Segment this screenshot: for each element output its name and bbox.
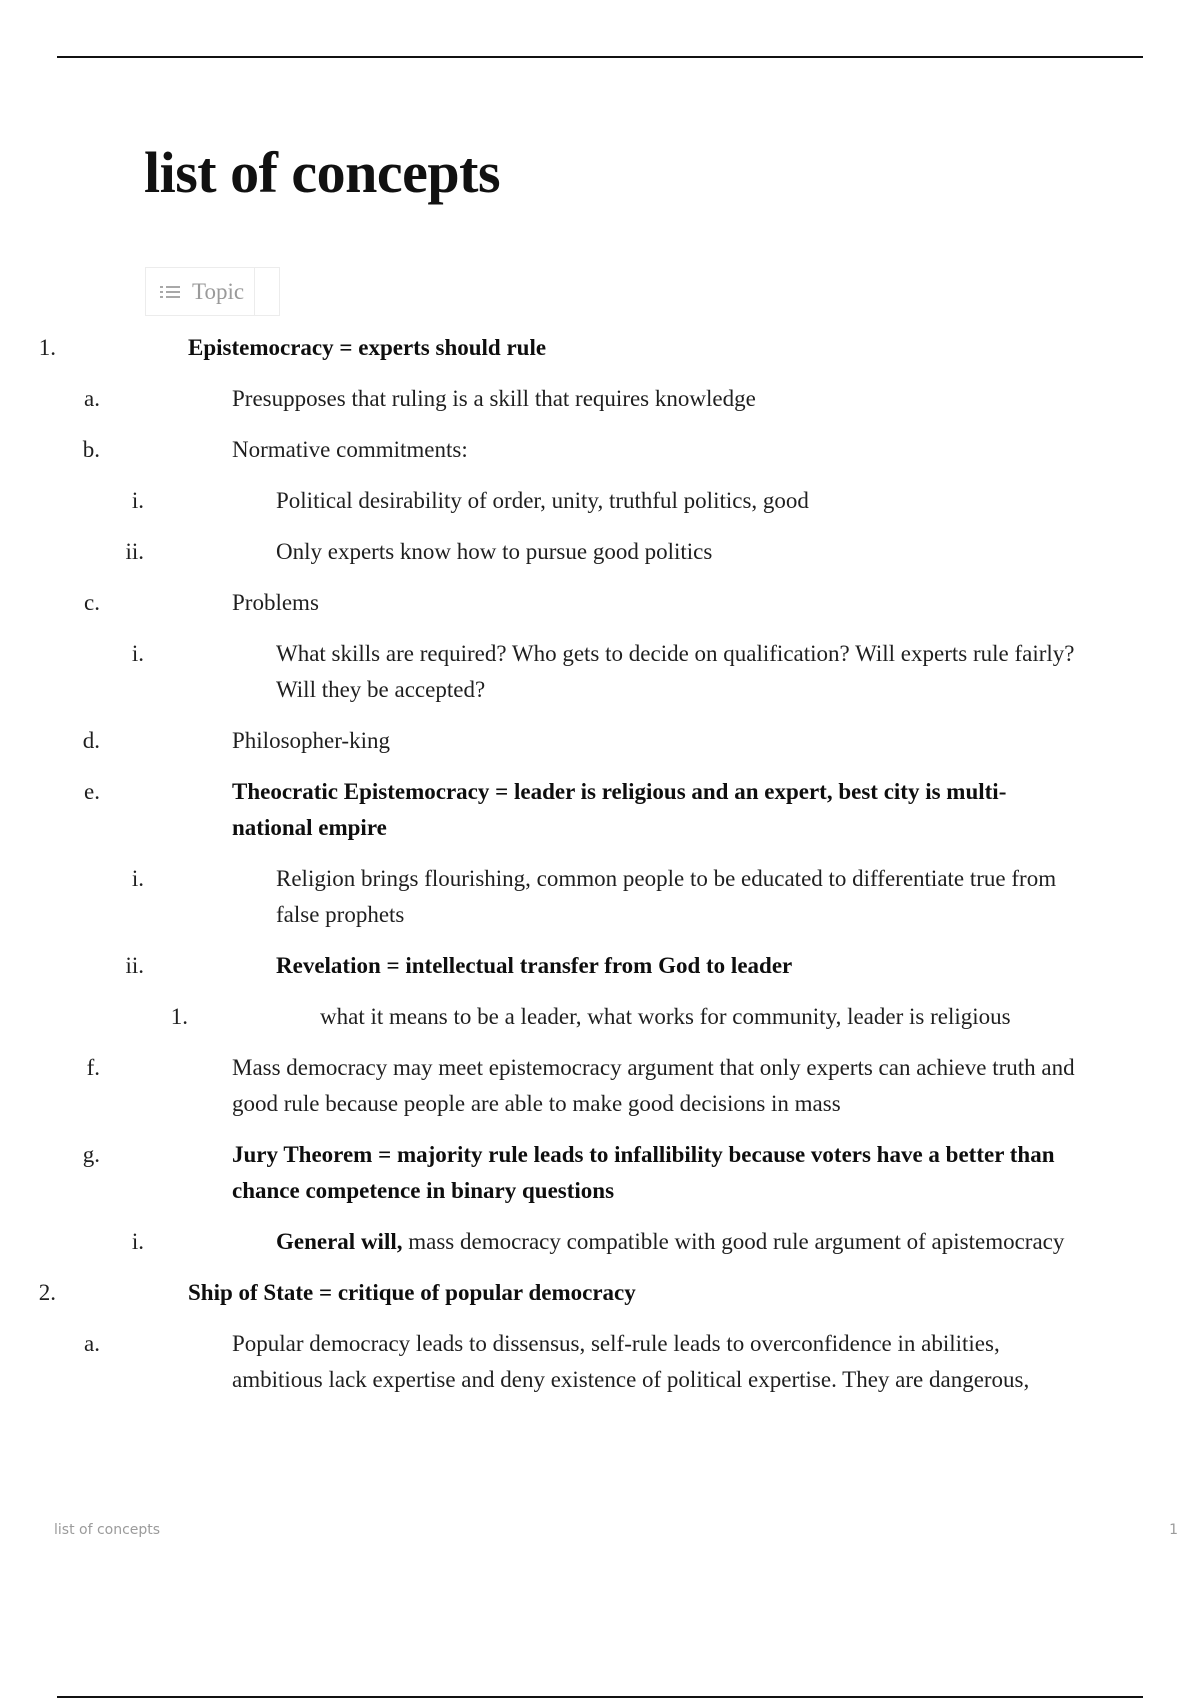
list-item [0, 861, 1080, 933]
list-marker: c. [84, 590, 100, 615]
list-item [0, 381, 1080, 417]
list-item-text [320, 999, 1080, 1035]
bold-text: Theocratic Epistemocracy = leader is religious and an expert, best city is multi-national empire [232, 779, 1007, 840]
list-marker: a. [84, 386, 100, 411]
list-marker: 1. [38, 335, 56, 360]
list-item [0, 1137, 1080, 1209]
topic-property-value[interactable] [255, 267, 280, 316]
body-text: Normative commitments: [232, 437, 468, 462]
list-item [0, 948, 1080, 984]
list-item-text [276, 534, 1080, 570]
list-item [0, 585, 1080, 621]
list-item-text [276, 1224, 1080, 1260]
list-marker: i. [131, 866, 144, 891]
list-item [0, 1275, 1080, 1311]
list-item [0, 483, 1080, 519]
list-item [0, 1050, 1080, 1122]
bold-text: Ship of State = critique of popular democracy [188, 1280, 636, 1305]
bold-text: Jury Theorem = majority rule leads to infallibility because voters have a better than chance competence in binary questions [232, 1142, 1055, 1203]
topic-label: Topic [192, 278, 245, 304]
topic-property[interactable] [145, 267, 280, 316]
bold-text: Revelation = intellectual transfer from God to leader [276, 953, 793, 978]
topic-property-label[interactable] [145, 267, 255, 316]
list-item-text [232, 432, 1080, 468]
bold-text: Epistemocracy = experts should rule [188, 335, 547, 360]
list-marker: d. [82, 728, 100, 753]
footer-title: list of concepts [54, 1522, 161, 1538]
body-text: mass democracy compatible with good rule argument of apistemocracy [402, 1229, 1065, 1254]
page-title: list of concepts [144, 140, 501, 205]
list-item [0, 330, 1080, 366]
list-item [0, 636, 1080, 708]
page-number: 1 [1169, 1522, 1178, 1538]
bold-text: General will, [276, 1229, 403, 1254]
list-item-text [232, 1326, 1080, 1398]
list-item-text [232, 1137, 1080, 1209]
list-item-text [232, 723, 1080, 759]
list-marker: ii. [125, 953, 144, 978]
body-text: Only experts know how to pursue good politics [276, 539, 713, 564]
list-item-text [276, 483, 1080, 519]
body-text: What skills are required? Who gets to decide on qualification? Will experts rule fairly? Will they be accepted? [276, 641, 1075, 702]
list-item [0, 774, 1080, 846]
list-item-text [232, 585, 1080, 621]
body-text: Problems [232, 590, 319, 615]
bottom-rule [57, 1696, 1143, 1698]
list-item-text [232, 381, 1080, 417]
list-item-text [276, 861, 1080, 933]
body-text: Philosopher-king [232, 728, 390, 753]
list-marker: e. [84, 779, 100, 804]
list-marker: 2. [38, 1280, 56, 1305]
outline [0, 330, 1200, 1413]
list-marker: g. [82, 1142, 100, 1167]
list-item-text [232, 774, 1080, 846]
list-item-text [188, 1275, 1080, 1311]
list-item [0, 1224, 1080, 1260]
list-icon [160, 284, 180, 299]
body-text: what it means to be a leader, what works for community, leader is religious [320, 1004, 1011, 1029]
list-marker: i. [131, 488, 144, 513]
list-marker: i. [131, 1229, 144, 1254]
list-marker: a. [84, 1331, 100, 1356]
list-marker: i. [131, 641, 144, 666]
body-text: Popular democracy leads to dissensus, self-rule leads to overconfidence in abilities, ambitious lack expertise and deny existence of political expertise. They are dangerous, [232, 1331, 1030, 1392]
list-item [0, 1326, 1080, 1398]
list-item-text [188, 330, 1080, 366]
body-text: Presupposes that ruling is a skill that requires knowledge [232, 386, 756, 411]
list-item [0, 723, 1080, 759]
list-marker: b. [82, 437, 100, 462]
list-marker: 1. [170, 1004, 188, 1029]
body-text: Political desirability of order, unity, truthful politics, good [276, 488, 809, 513]
body-text: Religion brings flourishing, common people to be educated to differentiate true from false prophets [276, 866, 1057, 927]
list-item [0, 432, 1080, 468]
list-item-text [232, 1050, 1080, 1122]
list-marker: f. [86, 1055, 100, 1080]
list-item [0, 534, 1080, 570]
list-item [0, 999, 1080, 1035]
list-item-text [276, 948, 1080, 984]
body-text: Mass democracy may meet epistemocracy argument that only experts can achieve truth and good rule because people are able to make good decisions in mass [232, 1055, 1075, 1116]
list-marker: ii. [125, 539, 144, 564]
top-rule [57, 56, 1143, 58]
list-item-text [276, 636, 1080, 708]
